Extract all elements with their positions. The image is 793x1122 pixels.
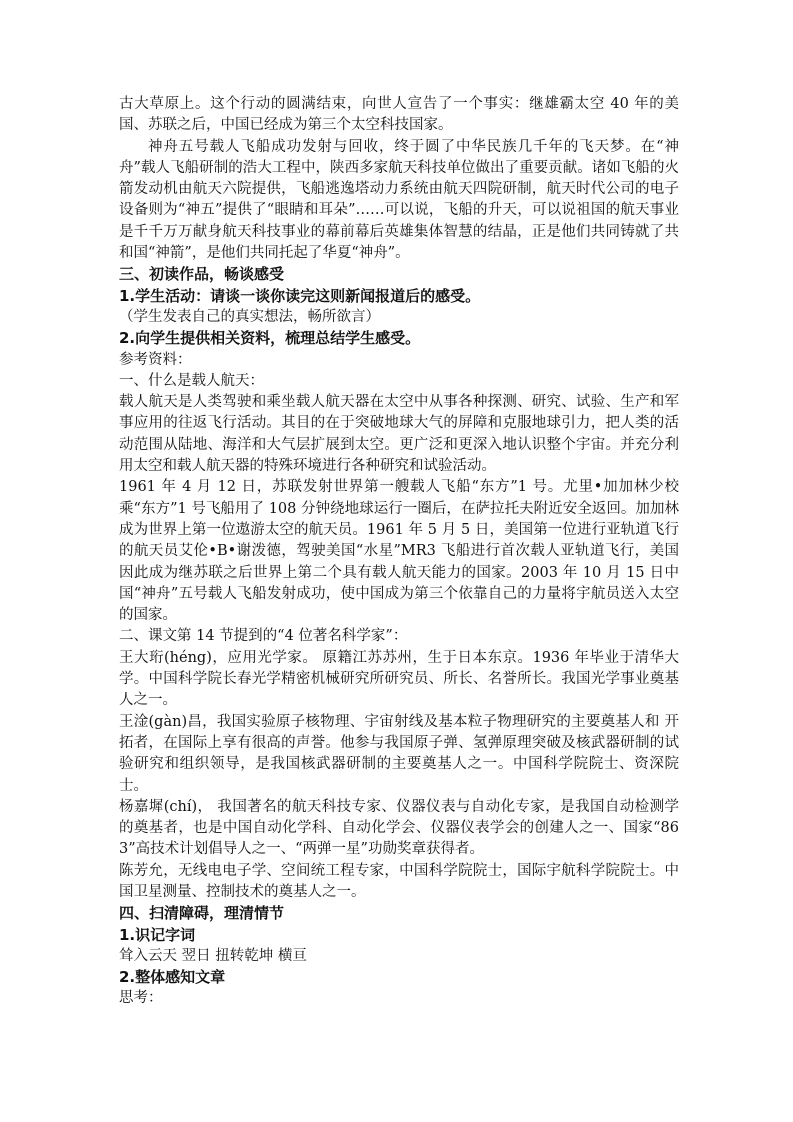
paragraph: 一、什么是载人航天： bbox=[119, 372, 264, 389]
subsection-heading: 1.学生活动：请谈一谈你读完这则新闻报道后的感受。 bbox=[119, 286, 481, 305]
section-heading: 四、扫清障碍，理清情节 bbox=[119, 904, 285, 923]
subsection-heading: 2.整体感知文章 bbox=[119, 968, 226, 987]
paragraph: 杨嘉墀(chí)， 我国著名的航天科技专家、仪器仪表与自动化专家，是我国自动检测学的奠基者，也是中国自动化学科、自动化学会、仪器仪表学会的创建人之一、国家“863”高技术计划倡导人之一、“两弹一星”功勋奖章获得者。 bbox=[119, 798, 679, 858]
paragraph: 1961 年 4 月 12 日，苏联发射世界第一艘载人飞船“东方”1 号。尤里•加加林少校乘“东方”1 号飞船用了 108 分钟绕地球运行一圈后，在萨拉托夫附近安全返回。加加林成为世界上第一位遨游太空的航天员。1961 年 5 月 5 日，美国第一位进行亚轨道飞行的航天员艾伦•B•谢泼德，驾驶美国“水星”MR3 飞船进行首次载人亚轨道飞行，美国因此成为继苏联之后世界上第二个具有载人航天能力的国家。2003 年 10 月 15 日中国“神舟”五号载人飞船发射成功，使中国成为第三个依靠自己的力量将宇航员送入太空的国家。 bbox=[119, 479, 679, 624]
paragraph: 二、课文第 14 节提到的“4 位著名科学家”： bbox=[119, 628, 408, 645]
subsection-heading: 2.向学生提供相关资料，梳理总结学生感受。 bbox=[119, 329, 421, 348]
paragraph: 王大珩(héng)，应用光学家。 原籍江苏苏州，生于日本东京。1936 年毕业于清华大学。中国科学院长春光学精密机械研究所研究员、所长、名誉所长。我国光学事业奠基人之一。 bbox=[119, 649, 679, 709]
paragraph: 参考资料： bbox=[119, 351, 192, 368]
document-body bbox=[119, 94, 679, 1010]
paragraph: 陈芳允，无线电电子学、空间统工程专家，中国科学院院士，国际宇航科学院院士。中国卫星测量、控制技术的奠基人之一。 bbox=[119, 862, 679, 900]
paragraph: 耸入云天 翌日 扭转乾坤 横亘 bbox=[119, 947, 307, 964]
subsection-heading: 1.识记字词 bbox=[119, 925, 196, 944]
paragraph: 王淦(gàn)昌，我国实验原子核物理、宇宙射线及基本粒子物理研究的主要奠基人和 开拓者，在国际上享有很高的声誉。他参与我国原子弹、氢弹原理突破及核武器研制的试验研究和组织领导，是我国核武器研制的主要奠基人之一。中国科学院院士、资深院士。 bbox=[119, 713, 679, 794]
paragraph: 思考： bbox=[119, 990, 163, 1007]
paragraph: （学生发表自己的真实想法，畅所欲言） bbox=[119, 308, 380, 325]
section-heading: 三、初读作品，畅谈感受 bbox=[119, 265, 285, 284]
paragraph: 古大草原上。这个行动的圆满结束，向世人宣告了一个事实：继雄霸太空 40 年的美国、苏联之后，中国已经成为第三个太空科技国家。 bbox=[119, 96, 679, 134]
paragraph: 载人航天是人类驾驶和乘坐载人航天器在太空中从事各种探测、研究、试验、生产和军事应用的往返飞行活动。其目的在于突破地球大气的屏障和克服地球引力，把人类的活动范围从陆地、海洋和大气层扩展到太空。更广泛和更深入地认识整个宇宙。并充分利用太空和载人航天器的特殊环境进行各种研究和试验活动。 bbox=[119, 394, 679, 475]
paragraph: 神舟五号载人飞船成功发射与回收，终于圆了中华民族几千年的飞天梦。在“神舟”载人飞船研制的浩大工程中，陕西多家航天科技单位做出了重要贡献。诸如飞船的火箭发动机由航天六院提供，飞船逃逸塔动力系统由航天四院研制，航天时代公司的电子设备则为“神五”提供了“眼睛和耳朵”……可以说，飞船的升天，可以说祖国的航天事业是千千万万献身航天科技事业的幕前幕后英雄集体智慧的结晶，正是他们共同铸就了共和国“神箭”，是他们共同托起了华夏“神舟”。 bbox=[119, 138, 679, 262]
